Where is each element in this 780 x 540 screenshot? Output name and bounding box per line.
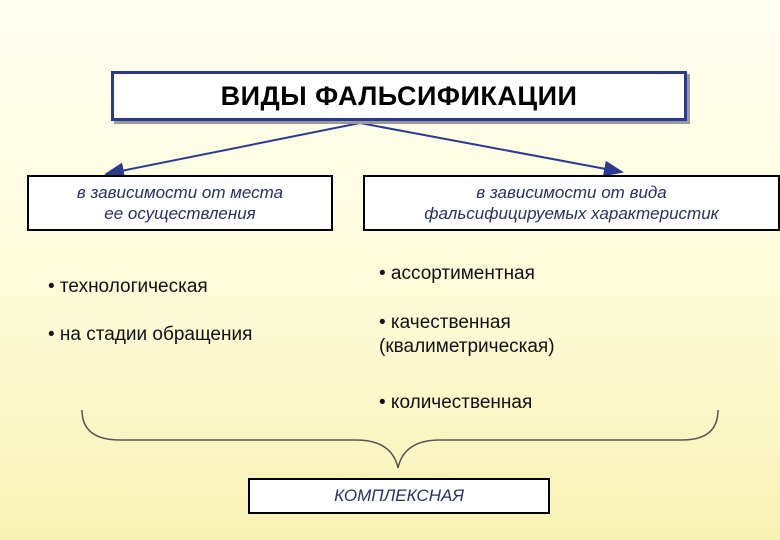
left-category-label: в зависимости от места ее осуществления [76,183,284,223]
left-item: • на стадии обращения [48,324,253,345]
arrow-to-right-category [360,123,622,172]
right-item: • ассортиментная [379,263,535,284]
right-category-box [363,175,780,231]
complex-label: КОМПЛЕКСНАЯ [334,486,464,505]
arrow-to-left-category [106,123,360,174]
complex-box [248,478,550,514]
left-item: • технологическая [48,276,208,297]
diagram-title: ВИДЫ ФАЛЬСИФИКАЦИИ [220,80,578,111]
grouping-brace [82,410,718,468]
title-box [111,71,687,121]
right-item: • качественная (квалиметрическая) [379,312,555,357]
left-category-box [27,175,333,231]
right-item: • количественная [379,392,533,413]
right-category-label: в зависимости от вида фальсифицируемых характеристик [424,183,719,223]
